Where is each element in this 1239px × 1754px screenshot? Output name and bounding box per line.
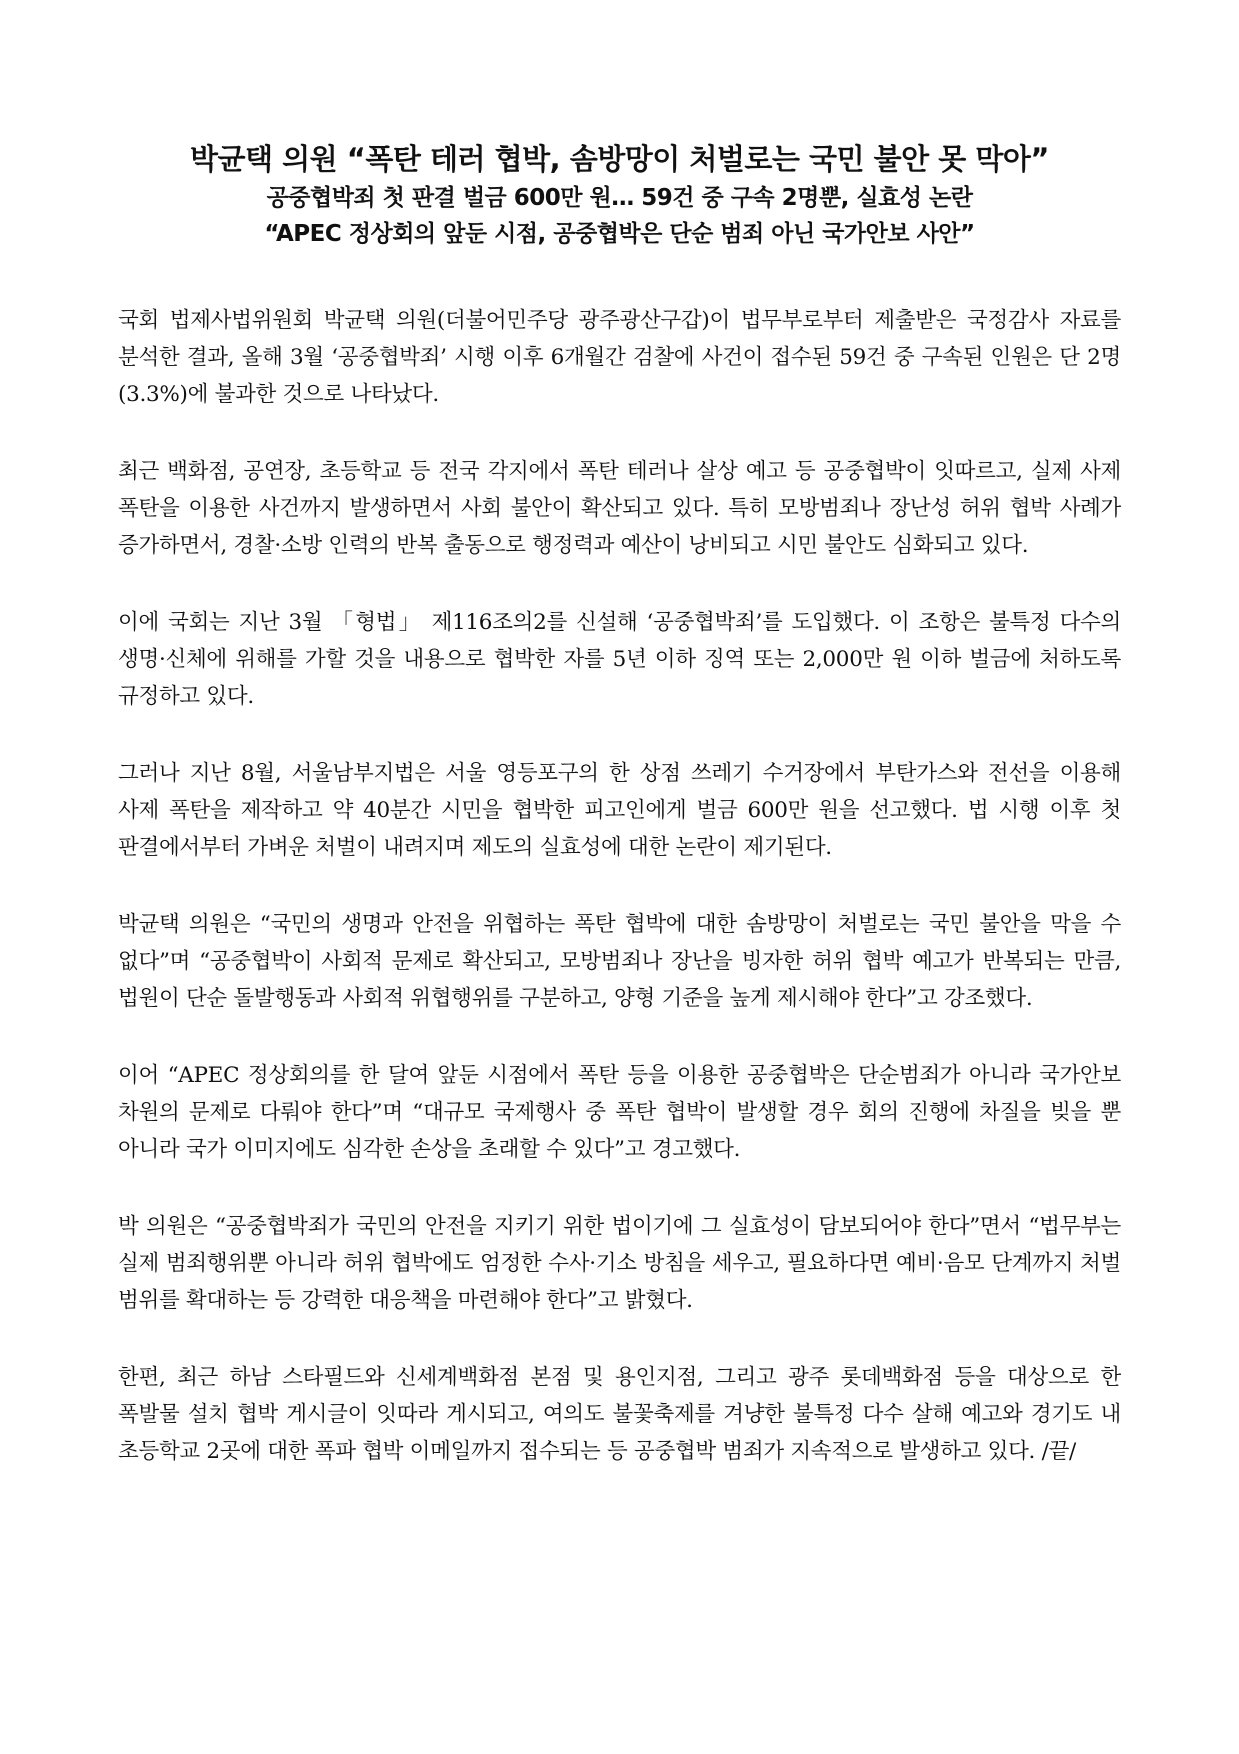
document-title: 박균택 의원 “폭탄 테러 협박, 솜방망이 처벌로는 국민 불안 못 막아” <box>190 142 1049 176</box>
paragraph-8: 한편, 최근 하남 스타필드와 신세계백화점 본점 및 용인지점, 그리고 광주 롯데백화점 등을 대상으로 한 폭발물 설치 협박 게시글이 잇따라 게시되고, 여의도 불꽃축제를 겨냥한 불특정 다수 살해 예고와 경기도 내 초등학교 2곳에 대한 폭파 협박 이메일까지 접수되는 등 공중협박 범죄가 지속적으로 발생하고 있다. /끝/ <box>118 1365 1121 1464</box>
paragraph-7: 박 의원은 “공중협박죄가 국민의 안전을 지키기 위한 법이기에 그 실효성이 담보되어야 한다”면서 “법무부는 실제 범죄행위뿐 아니라 허위 협박에도 엄정한 수사·기소 방침을 세우고, 필요하다면 예비·음모 단계까지 처벌 범위를 확대하는 등 강력한 대응책을 마련해야 한다”고 밝혔다. <box>118 1214 1121 1313</box>
headline-block <box>118 138 1121 252</box>
subtitle-1: 공중협박죄 첫 판결 벌금 600만 원… 59건 중 구속 2명뿐, 실효성 논란 <box>266 185 973 211</box>
body-text <box>118 302 1121 1470</box>
paragraph-3: 이에 국회는 지난 3월 「형법」 제116조의2를 신설해 ‘공중협박죄’를 도입했다. 이 조항은 불특정 다수의 생명·신체에 위해를 가할 것을 내용으로 협박한 자를 5년 이하 징역 또는 2,000만 원 이하 벌금에 처하도록 규정하고 있다. <box>118 610 1121 709</box>
paragraph-4: 그러나 지난 8월, 서울남부지법은 서울 영등포구의 한 상점 쓰레기 수거장에서 부탄가스와 전선을 이용해 사제 폭탄을 제작하고 약 40분간 시민을 협박한 피고인에게 벌금 600만 원을 선고했다. 법 시행 이후 첫 판결에서부터 가벼운 처벌이 내려지며 제도의 실효성에 대한 논란이 제기된다. <box>118 761 1121 860</box>
paragraph-6: 이어 “APEC 정상회의를 한 달여 앞둔 시점에서 폭탄 등을 이용한 공중협박은 단순범죄가 아니라 국가안보 차원의 문제로 다뤄야 한다”며 “대규모 국제행사 중 폭탄 협박이 발생할 경우 회의 진행에 차질을 빚을 뿐 아니라 국가 이미지에도 심각한 손상을 초래할 수 있다”고 경고했다. <box>118 1063 1121 1162</box>
paragraph-2: 최근 백화점, 공연장, 초등학교 등 전국 각지에서 폭탄 테러나 살상 예고 등 공중협박이 잇따르고, 실제 사제 폭탄을 이용한 사건까지 발생하면서 사회 불안이 확산되고 있다. 특히 모방범죄나 장난성 허위 협박 사례가 증가하면서, 경찰·소방 인력의 반복 출동으로 행정력과 예산이 낭비되고 시민 불안도 심화되고 있다. <box>118 459 1121 558</box>
subtitle-2: “APEC 정상회의 앞둔 시점, 공중협박은 단순 범죄 아닌 국가안보 사안” <box>264 221 975 247</box>
paragraph-1: 국회 법제사법위원회 박균택 의원(더불어민주당 광주광산구갑)이 법무부로부터 제출받은 국정감사 자료를 분석한 결과, 올해 3월 ‘공중협박죄’ 시행 이후 6개월간 검찰에 사건이 접수된 59건 중 구속된 인원은 단 2명(3.3%)에 불과한 것으로 나타났다. <box>118 308 1121 407</box>
paragraph-5: 박균택 의원은 “국민의 생명과 안전을 위협하는 폭탄 협박에 대한 솜방망이 처벌로는 국민 불안을 막을 수 없다”며 “공중협박이 사회적 문제로 확산되고, 모방범죄나 장난을 빙자한 허위 협박 예고가 반복되는 만큼, 법원이 단순 돌발행동과 사회적 위협행위를 구분하고, 양형 기준을 높게 제시해야 한다”고 강조했다. <box>118 912 1121 1011</box>
